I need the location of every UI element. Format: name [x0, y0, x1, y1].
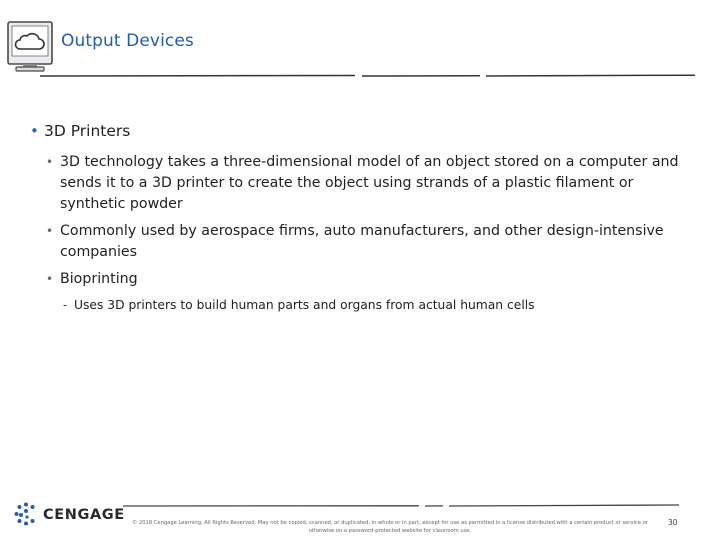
bullet-icon: •	[30, 122, 39, 140]
subbullet-text: Bioprinting	[60, 271, 138, 287]
bullet-icon: •	[46, 272, 54, 286]
slide-content	[30, 122, 690, 314]
bullet-3d-printers	[30, 122, 690, 140]
bullet-icon: •	[46, 155, 54, 169]
title-divider	[40, 70, 700, 82]
subbullet-text: 3D technology takes a three-dimensional model of an object stored on a computer and sends it to a 3D printer to create the object using strands of a plastic filament or synthetic powder	[60, 154, 679, 212]
bullet-icon: •	[46, 224, 54, 238]
cengage-logo	[14, 500, 125, 530]
page-number: 30	[668, 518, 678, 527]
detail-bioprinting	[63, 296, 690, 314]
footer-divider	[123, 496, 683, 516]
bullet-label: 3D Printers	[44, 122, 131, 140]
detail-text: Uses 3D printers to build human parts and organs from actual human cells	[74, 298, 535, 312]
dash-icon: -	[63, 298, 68, 312]
cengage-logo-icon	[14, 502, 38, 526]
logo-text: CENGAGE	[43, 507, 125, 523]
subbullet-3d-technology	[46, 152, 690, 215]
subbullet-text: Commonly used by aerospace firms, auto manufacturers, and other design-intensive companies	[60, 223, 664, 260]
monitor-cloud-icon	[5, 17, 57, 75]
slide-title: Output Devices	[61, 31, 194, 51]
subbullet-commonly-used	[46, 221, 690, 263]
copyright-text: © 2018 Cengage Learning. All Rights Reserved. May not be copied, scanned, or duplicated, in whole or in part, except for use as permitted in a license distributed with a certain product or service or otherwise on a password-protected website for classroom use.	[132, 520, 648, 534]
subbullet-bioprinting	[46, 269, 690, 290]
